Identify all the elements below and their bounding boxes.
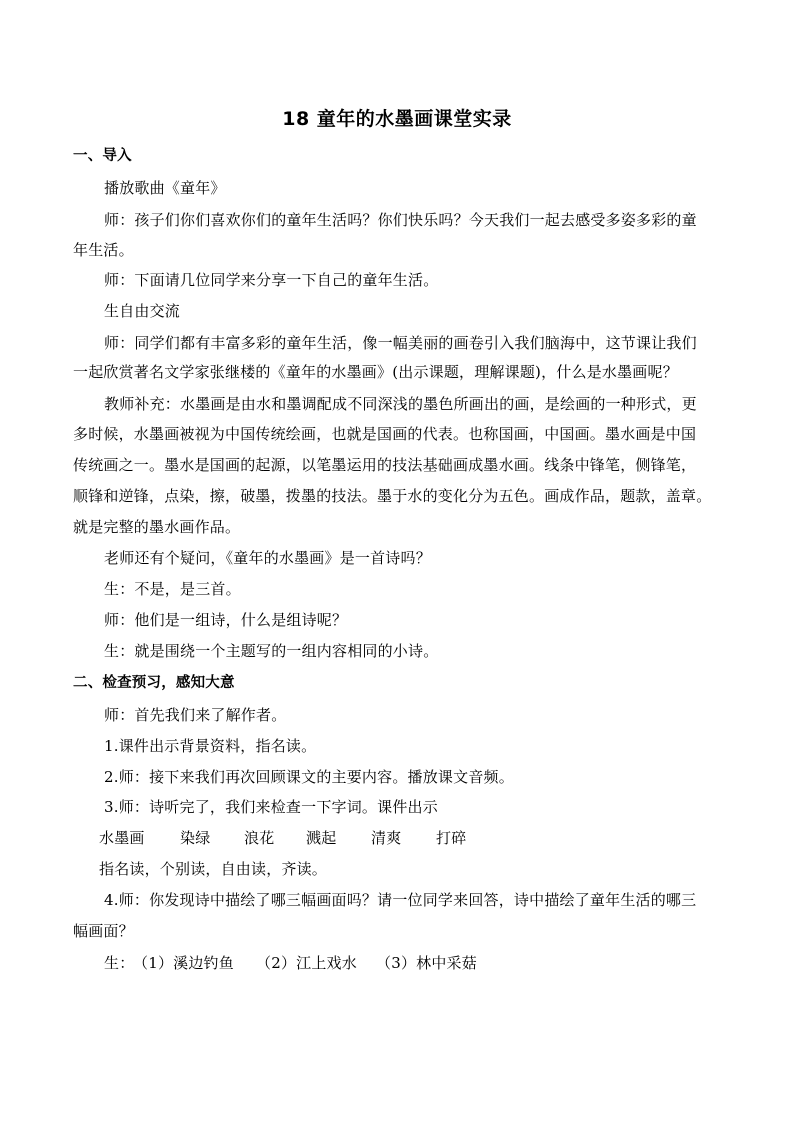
paragraph-line: 幅画面？ [73,922,134,940]
paragraph-line: 师：同学们都有丰富多彩的童年生活，像一幅美丽的画卷引入我们脑海中，这节课让我们 [104,334,697,352]
paragraph-line: 1.课件出示背景资料，指名读。 [104,737,317,755]
paragraph-line: 师：他们是一组诗，什么是组诗呢？ [104,611,348,629]
paragraph-line: 4.师：你发现诗中描绘了哪三幅画面吗？请一位同学来回答，诗中描绘了童年生活的哪三 [104,891,697,909]
paragraph-line: 就是完整的墨水画作品。 [73,518,241,536]
paragraph-line: 指名读，个别读，自由读，齐读。 [99,860,328,878]
paragraph-line: 播放歌曲《童年》 [104,179,226,197]
paragraph-line: 师：孩子们你们喜欢你们的童年生活吗？你们快乐吗？今天我们一起去感受多姿多彩的童 [104,211,697,229]
vocabulary-word: 水墨画 [99,829,145,847]
paragraph-line: 2.师：接下来我们再次回顾课文的主要内容。播放课文音频。 [104,768,514,786]
paragraph-line: 老师还有个疑问，《童年的水墨画》是一首诗吗？ [104,549,431,567]
paragraph-line: 师：下面请几位同学来分享一下自己的童年生活。 [104,271,439,289]
paragraph-line: 一起欣赏著名文学家张继楼的《童年的水墨画》(出示课题，理解课题)，什么是水墨画呢？ [73,363,678,381]
vocabulary-word: 打碎 [436,829,467,847]
paragraph-line: 教师补充：水墨画是由水和墨调配成不同深浅的墨色所画出的画，是绘画的一种形式，更 [104,395,697,413]
answer-prefix: 生： [104,954,135,972]
answer-item: （3）林中采菇 [376,954,477,972]
vocabulary-list [0,828,794,848]
vocabulary-word: 染绿 [180,829,211,847]
section-heading-intro: 一、导入 [73,148,132,164]
vocabulary-word: 清爽 [371,829,402,847]
page-title: 18 童年的水墨画课堂实录 [282,108,512,130]
answer-item: （1）溪边钓鱼 [133,954,234,972]
student-answer [0,953,794,973]
paragraph-line: 师：首先我们来了解作者。 [104,706,287,724]
paragraph-line: 多时候，水墨画被视为中国传统绘画，也就是国画的代表。也称国画，中国画。墨水画是中国 [73,425,697,443]
paragraph-line: 顺锋和逆锋，点染，擦，破墨，拨墨的技法。墨于水的变化分为五色。画成作品，题款，盖章。 [73,487,712,505]
answer-item: （2）江上戏水 [256,954,357,972]
paragraph-line: 生自由交流 [104,302,181,320]
vocabulary-word: 浪花 [244,829,275,847]
paragraph-line: 生：就是围绕一个主题写的一组内容相同的小诗。 [104,642,439,660]
vocabulary-word: 溅起 [306,829,337,847]
paragraph-line: 3.师：诗听完了，我们来检查一下字词。课件出示 [104,798,438,816]
paragraph-line: 年生活。 [73,241,134,259]
paragraph-line: 传统画之一。墨水是国画的起源，以笔墨运用的技法基础画成墨水画。线条中锋笔，侧锋笔， [73,456,697,474]
paragraph-line: 生：不是，是三首。 [104,580,241,598]
section-heading-preview: 二、检查预习，感知大意 [73,675,235,691]
